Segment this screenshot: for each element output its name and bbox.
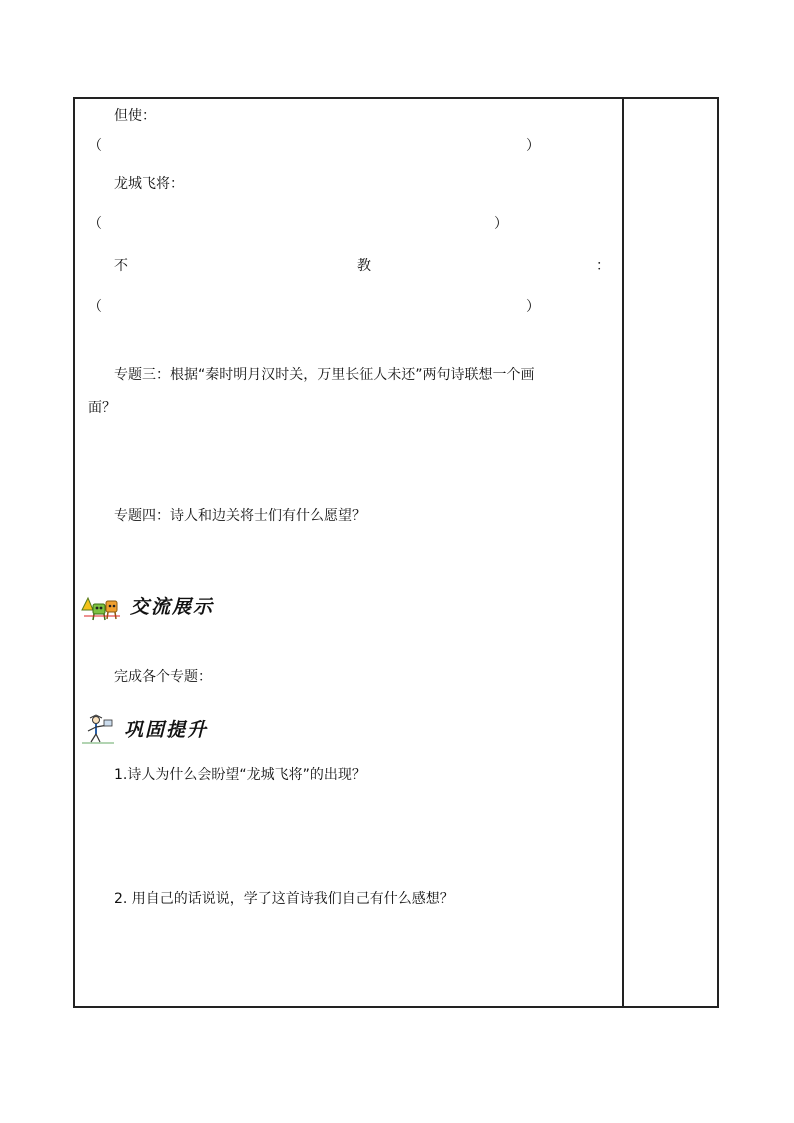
longcheng-label: 龙城飞将：: [114, 176, 184, 192]
danshi-close-paren: ）: [526, 138, 540, 154]
bujiao-char-2: 教: [357, 258, 371, 274]
bujiao-open-paren: （: [88, 299, 102, 315]
longcheng-close-paren: ）: [494, 216, 508, 232]
bujiao-colon: ：: [596, 258, 610, 274]
consolidate-section-title: 巩固提升: [124, 719, 209, 741]
topic3-line-1: 专题三：根据“秦时明月汉时关，万里长征人未还”两句诗联想一个画: [114, 367, 535, 383]
danshi-open-paren: （: [88, 138, 102, 154]
exchange-section-title: 交流展示: [130, 596, 215, 618]
question-2: 2. 用自己的话说说，学了这首诗我们自己有什么感想？: [114, 891, 454, 907]
topic3-line-2: 面？: [88, 400, 116, 416]
bujiao-close-paren: ）: [526, 299, 540, 315]
topic4-text: 专题四：诗人和边关将士们有什么愿望？: [114, 508, 366, 524]
exchange-body: 完成各个专题：: [114, 669, 212, 685]
danshi-label: 但使：: [114, 108, 156, 124]
consolidate-figure-icon: [80, 714, 116, 746]
question-1: 1.诗人为什么会盼望“龙城飞将”的出现？: [114, 767, 366, 783]
notes-column-divider: [622, 97, 624, 1008]
exchange-mascot-icon: [80, 592, 122, 622]
bujiao-char-1: 不: [114, 258, 128, 274]
longcheng-open-paren: （: [88, 216, 102, 232]
